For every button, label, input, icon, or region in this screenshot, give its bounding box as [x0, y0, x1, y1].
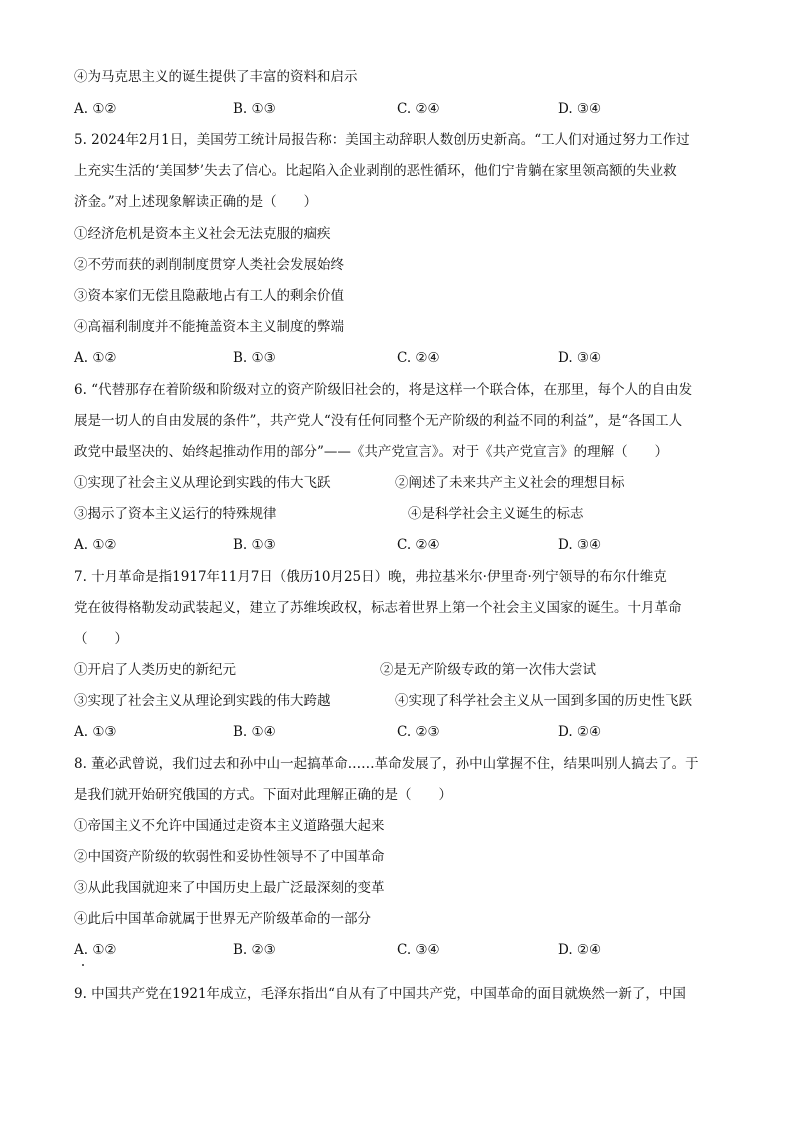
q6-item-3: ③揭示了资本主义运行的特殊规律: [74, 506, 277, 522]
stray-dot-mark: [82, 964, 84, 966]
q4-option-d: D. ③④: [558, 101, 602, 117]
q8-item-2: ②中国资产阶级的软弱性和妥协性领导不了中国革命: [74, 849, 385, 865]
q6-stem-line-2: 展是一切人的自由发展的条件”，共产党人“没有任何同整个无产阶级的利益不同的利益”，是“各国工人: [74, 413, 683, 429]
q7-option-b: B. ①④: [233, 724, 276, 740]
q4-option-b: B. ①③: [233, 101, 276, 117]
q7-option-a: A. ①③: [74, 724, 117, 740]
q7-option-d: D. ②④: [558, 724, 602, 740]
q5-item-3: ③资本家们无偿且隐蔽地占有工人的剩余价值: [74, 288, 344, 304]
q5-stem-line-2: 上充实生活的‘美国梦’失去了信心。比起陷入企业剥削的恶性循环，他们宁肯躺在家里领高额的失业救: [74, 163, 677, 179]
q5-item-1: ①经济危机是资本主义社会无法克服的痼疾: [74, 226, 331, 242]
q8-option-c: C. ③④: [397, 942, 440, 958]
q7-item-3: ③实现了社会主义从理论到实践的伟大跨越: [74, 693, 331, 709]
q6-option-c: C. ②④: [397, 537, 440, 553]
q6-stem-line-1: 6. “代替那存在着阶级和阶级对立的资产阶级旧社会的，将是这样一个联合体，在那里，每个人的自由发: [74, 382, 693, 398]
q4-item-4: ④为马克思主义的诞生提供了丰富的资料和启示: [74, 69, 358, 85]
q8-option-a: A. ①②: [74, 942, 117, 958]
q8-stem-line-1: 8. 董必武曾说，我们过去和孙中山一起搞革命……革命发展了，孙中山掌握不住，结果叫别人搞去了。于: [74, 756, 699, 772]
q5-stem-line-1: 5. 2024年2月1日，美国劳工统计局报告称：美国主动辞职人数创历史新高。“工人们对通过努力工作过: [74, 132, 690, 148]
q5-option-d: D. ③④: [558, 350, 602, 366]
q4-option-c: C. ②④: [397, 101, 440, 117]
q5-option-c: C. ②④: [397, 350, 440, 366]
q8-stem-line-2: 是我们就开始研究俄国的方式。下面对此理解正确的是（ ）: [74, 787, 452, 803]
q8-item-1: ①帝国主义不允许中国通过走资本主义道路强大起来: [74, 818, 385, 834]
q5-stem-line-3: 济金。”对上述现象解读正确的是（ ）: [74, 194, 318, 210]
q6-option-b: B. ①③: [233, 537, 276, 553]
q7-stem-line-3: （ ）: [74, 631, 128, 647]
q7-option-c: C. ②③: [397, 724, 440, 740]
q8-option-d: D. ②④: [558, 942, 602, 958]
q6-option-a: A. ①②: [74, 537, 117, 553]
q7-item-2: ②是无产阶级专政的第一次伟大尝试: [380, 662, 596, 678]
q6-option-d: D. ③④: [558, 537, 602, 553]
q5-option-a: A. ①②: [74, 350, 117, 366]
q5-item-2: ②不劳而获的剥削制度贯穿人类社会发展始终: [74, 257, 344, 273]
q7-item-1: ①开启了人类历史的新纪元: [74, 662, 236, 678]
q6-stem-line-3: 政党中最坚决的、始终起推动作用的部分”——《共产党宣言》。对于《共产党宣言》的理解（ ）: [74, 444, 669, 460]
q8-item-3: ③从此我国就迎来了中国历史上最广泛最深刻的变革: [74, 880, 385, 896]
q5-item-4: ④高福利制度并不能掩盖资本主义制度的弊端: [74, 319, 344, 335]
q7-item-4: ④实现了科学社会主义从一国到多国的历史性飞跃: [395, 693, 692, 709]
q4-option-a: A. ①②: [74, 101, 117, 117]
q9-stem-line-1: 9. 中国共产党在1921年成立，毛泽东指出“自从有了中国共产党，中国革命的面目就焕然一新了，中国: [74, 986, 686, 1002]
q6-item-1: ①实现了社会主义从理论到实践的伟大飞跃: [74, 475, 331, 491]
q6-item-2: ②阐述了未来共产主义社会的理想目标: [395, 475, 625, 491]
q5-option-b: B. ①③: [233, 350, 276, 366]
q8-item-4: ④此后中国革命就属于世界无产阶级革命的一部分: [74, 911, 371, 927]
q7-stem-line-1: 7. 十月革命是指1917年11月7日（俄历10月25日）晚，弗拉基米尔·伊里奇·列宁领导的布尔什维克: [74, 569, 667, 585]
q8-option-b: B. ②③: [233, 942, 276, 958]
q7-stem-line-2: 党在彼得格勒发动武装起义，建立了苏维埃政权，标志着世界上第一个社会主义国家的诞生。十月革命: [74, 600, 682, 616]
q6-item-4: ④是科学社会主义诞生的标志: [408, 506, 584, 522]
